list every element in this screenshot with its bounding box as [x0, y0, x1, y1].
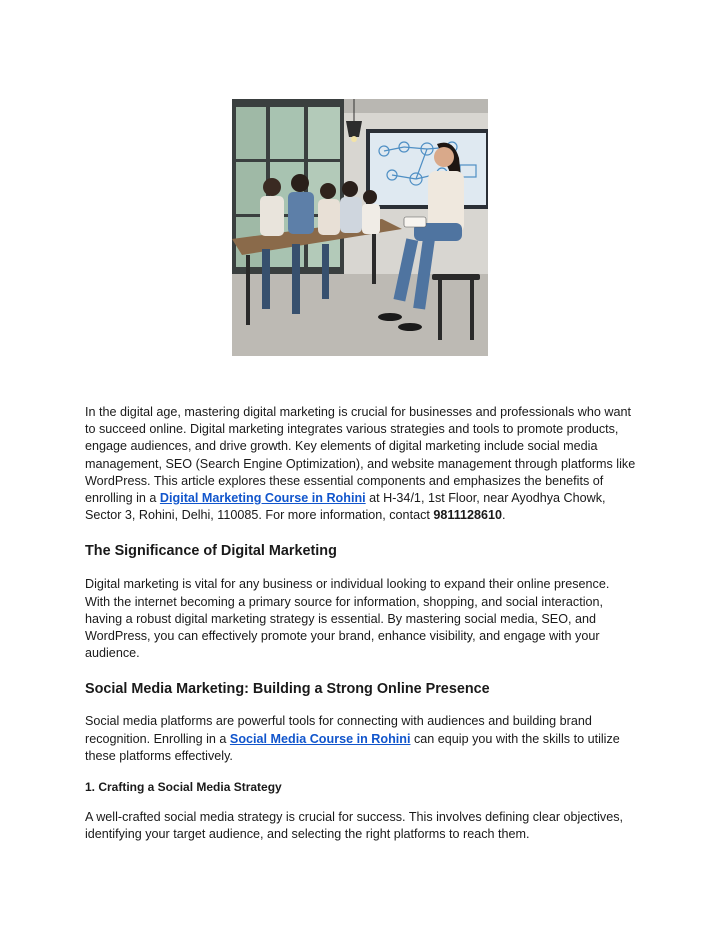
intro-text: In the digital age, mastering digital marketing is crucial for businesses and professionals who want to succeed online. Digital marketing integrates various strategies and tools to promote products, engage audiences, and drive growth. Key elements of digital marketing include social media management, SEO (Search Engine Optimization), and website management through platforms like WordPress. This article explores these essential components and emphasizes the benefits of enrolling in a	[85, 405, 636, 506]
social-text: Social media platforms are powerful tools for connecting with audiences and building brand recognition. Enrolling in a	[85, 714, 592, 746]
social-media-course-link[interactable]: Social Media Course in Rohini	[229, 731, 411, 746]
classroom-illustration	[232, 99, 488, 356]
article-body	[85, 404, 637, 843]
contact-phone: 9811128610	[433, 508, 503, 523]
section-heading-social-media: Social Media Marketing: Building a Strong Online Presence	[85, 681, 490, 698]
subheading-social-media-strategy: 1. Crafting a Social Media Strategy	[85, 780, 282, 795]
intro-text-end: .	[502, 508, 506, 523]
significance-paragraph: Digital marketing is vital for any business or individual looking to expand their online presence. With the internet becoming a primary source for information, shopping, and social interaction, having a robust digital marketing strategy is essential. By mastering social media, SEO, and WordPress, you can effectively promote your brand, enhance visibility, and engage with your audience.	[85, 577, 610, 661]
section-heading-significance: The Significance of Digital Marketing	[85, 543, 337, 560]
strategy-paragraph: A well-crafted social media strategy is crucial for success. This involves defining clear objectives, identifying your target audience, and selecting the right platforms to reach them.	[85, 810, 624, 842]
social-text-end: can equip you with the skills to utilize these platforms effectively.	[85, 731, 620, 763]
intro-text-address: at H-34/1, 1st Floor, near Ayodhya Chowk, Sector 3, Rohini, Delhi, 110085. For more information, contact	[85, 491, 606, 523]
intro-paragraph	[85, 404, 637, 524]
digital-marketing-course-link[interactable]: Digital Marketing Course in Rohini	[159, 491, 366, 506]
social-media-paragraph	[85, 713, 637, 765]
